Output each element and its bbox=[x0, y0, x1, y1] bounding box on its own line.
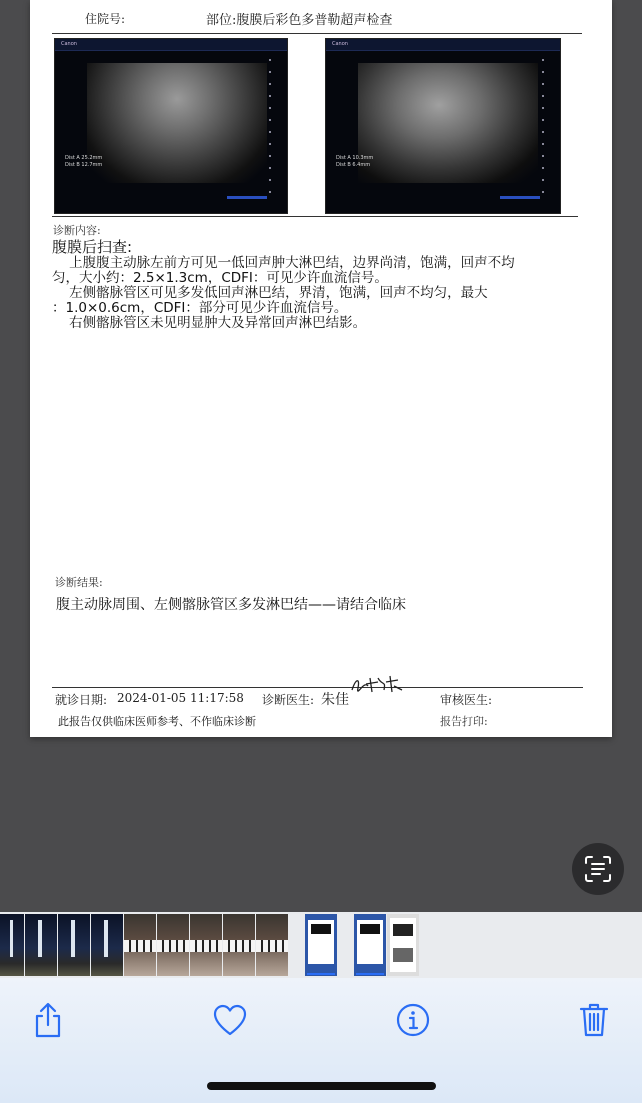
findings-line: 右侧髂脉管区未见明显肿大及异常回声淋巴结影。 bbox=[52, 315, 367, 331]
thumbnail[interactable] bbox=[124, 914, 156, 976]
findings-title: 腹膜后扫查: bbox=[52, 238, 133, 256]
report-print-label: 报告打印: bbox=[440, 715, 488, 728]
thumbnail[interactable] bbox=[223, 914, 255, 976]
diagnosis-result-label: 诊断结果: bbox=[55, 576, 103, 589]
thumbnail[interactable] bbox=[25, 914, 57, 976]
info-button[interactable] bbox=[391, 998, 435, 1042]
ultrasound-image-2 bbox=[325, 38, 561, 214]
doctor-name: 朱佳 bbox=[321, 692, 349, 708]
thumbnail[interactable] bbox=[387, 914, 419, 976]
measurement-b: Dist B 6.4mm bbox=[336, 162, 371, 168]
thumbnail[interactable] bbox=[0, 914, 24, 976]
findings-block bbox=[52, 240, 572, 331]
thumbnail[interactable] bbox=[190, 914, 222, 976]
measurement-a: Dist A 10.3mm bbox=[336, 155, 374, 161]
measurement-readout bbox=[336, 155, 373, 169]
thumbnail-strip[interactable] bbox=[0, 912, 642, 978]
scan-area bbox=[358, 63, 538, 183]
visit-date-value: 2024-01-05 11:17:58 bbox=[117, 691, 244, 705]
live-text-button[interactable] bbox=[572, 843, 624, 895]
images-divider bbox=[52, 216, 578, 217]
header-divider bbox=[52, 33, 582, 34]
home-indicator[interactable] bbox=[207, 1082, 436, 1090]
live-text-scan-icon bbox=[572, 843, 624, 895]
thumbnail[interactable] bbox=[305, 914, 337, 976]
delete-button[interactable] bbox=[572, 998, 616, 1042]
exam-part-text: 部位:腹膜后彩色多普勒超声检查 bbox=[206, 13, 393, 28]
measurement-a: Dist A 25.2mm bbox=[65, 155, 103, 161]
thumbnail[interactable] bbox=[256, 914, 288, 976]
findings-line: ：1.0×0.6cm，CDFI：部分可见少许血流信号。 bbox=[52, 300, 348, 316]
thumbnail[interactable] bbox=[58, 914, 90, 976]
thumbnail-current[interactable] bbox=[354, 914, 386, 976]
thumbnail[interactable] bbox=[157, 914, 189, 976]
heart-icon bbox=[208, 998, 252, 1042]
doctor-label: 诊断医生: bbox=[262, 693, 315, 707]
scan-area bbox=[87, 63, 267, 183]
diagnosis-result-text: 腹主动脉周围、左侧髂脉管区多发淋巴结——请结合临床 bbox=[56, 597, 406, 613]
share-icon bbox=[26, 998, 70, 1042]
ultrasound-report-page bbox=[30, 0, 612, 737]
scanner-brand: Canon bbox=[332, 41, 348, 47]
thumbnail[interactable] bbox=[91, 914, 123, 976]
info-icon bbox=[391, 998, 435, 1042]
ultrasound-image-1 bbox=[54, 38, 288, 214]
measurement-readout bbox=[65, 155, 102, 169]
findings-line: 上腹腹主动脉左前方可见一低回声肿大淋巴结，边界尚清，饱满，回声不均 bbox=[52, 255, 515, 271]
measurement-b: Dist B 12.7mm bbox=[65, 162, 103, 168]
findings-line: 左侧髂脉管区可见多发低回声淋巴结，界清，饱满，回声不均匀，最大 bbox=[52, 285, 488, 301]
visit-date-label: 就诊日期: bbox=[55, 693, 108, 707]
reviewer-label: 审核医生: bbox=[440, 693, 493, 707]
share-button[interactable] bbox=[26, 998, 70, 1042]
bottom-toolbar bbox=[0, 978, 642, 1103]
scanner-brand: Canon bbox=[61, 41, 77, 47]
footer-divider bbox=[52, 687, 583, 688]
handwritten-signature bbox=[348, 672, 404, 698]
trash-icon bbox=[572, 998, 616, 1042]
findings-line: 匀，大小约：2.5×1.3cm，CDFI：可见少许血流信号。 bbox=[52, 270, 388, 286]
disclaimer-text: 此报告仅供临床医师参考、不作临床诊断 bbox=[58, 715, 256, 728]
favorite-button[interactable] bbox=[208, 998, 252, 1042]
diagnosis-content-label: 诊断内容: bbox=[53, 224, 101, 237]
hospital-number-label: 住院号: bbox=[85, 12, 126, 26]
